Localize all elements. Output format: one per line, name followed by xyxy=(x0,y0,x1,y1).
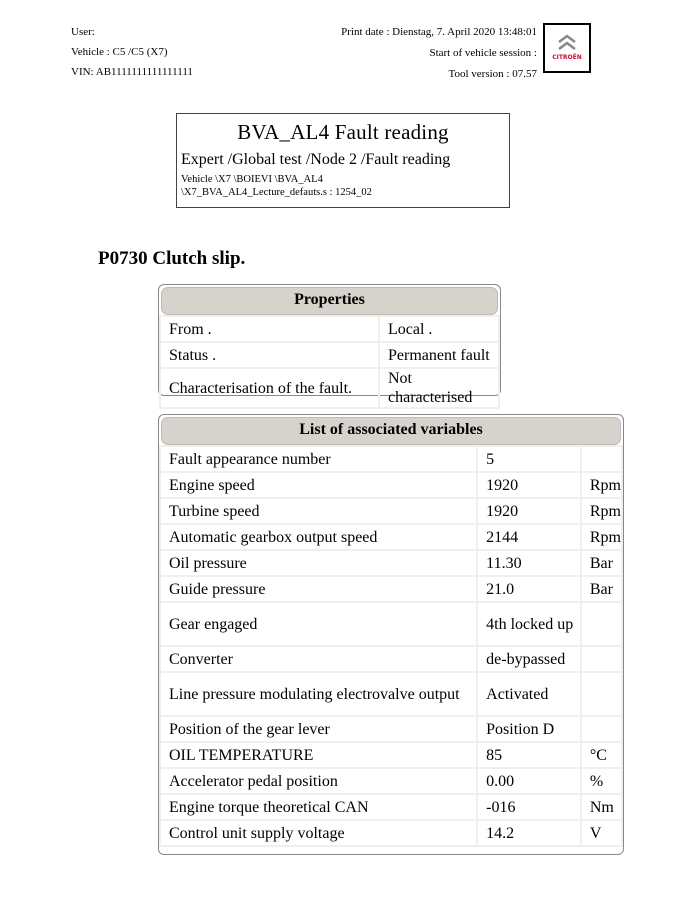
table-row xyxy=(160,446,622,472)
vin-line: VIN: AB1111111111111111 xyxy=(71,66,193,78)
variable-unit xyxy=(581,646,622,672)
variables-table xyxy=(159,445,623,847)
table-row xyxy=(160,820,622,846)
report-path xyxy=(181,173,509,199)
session-start: Start of vehicle session : xyxy=(429,47,537,59)
header-left xyxy=(71,22,193,82)
properties-table xyxy=(159,315,500,409)
table-row xyxy=(160,602,622,646)
citroen-logo-icon xyxy=(543,23,591,73)
table-row xyxy=(160,646,622,672)
variable-value: Position D xyxy=(477,716,581,742)
print-date: Print date : Dienstag, 7. April 2020 13:48:01 xyxy=(341,26,537,38)
variable-value: -016 xyxy=(477,794,581,820)
variable-name: Converter xyxy=(160,646,477,672)
variables-heading: List of associated variables xyxy=(161,417,621,445)
fault-code-title: P0730 Clutch slip. xyxy=(98,248,246,269)
variable-value: de-bypassed xyxy=(477,646,581,672)
variable-value: 14.2 xyxy=(477,820,581,846)
variable-name: Line pressure modulating electrovalve output xyxy=(160,672,477,716)
variable-name: Turbine speed xyxy=(160,498,477,524)
properties-heading: Properties xyxy=(161,287,498,315)
variable-name: Engine speed xyxy=(160,472,477,498)
variable-unit: Bar xyxy=(581,576,622,602)
variable-name: Automatic gearbox output speed xyxy=(160,524,477,550)
report-title: BVA_AL4 Fault reading xyxy=(237,120,449,144)
variable-unit xyxy=(581,716,622,742)
table-row xyxy=(160,768,622,794)
table-row xyxy=(160,316,499,342)
variable-name: Position of the gear lever xyxy=(160,716,477,742)
header-right xyxy=(341,22,537,85)
variables-panel xyxy=(158,414,624,855)
table-row xyxy=(160,368,499,408)
variable-name: Guide pressure xyxy=(160,576,477,602)
vehicle-line: Vehicle : C5 /C5 (X7) xyxy=(71,46,168,58)
table-row xyxy=(160,472,622,498)
variable-unit xyxy=(581,602,622,646)
variable-unit: Nm xyxy=(581,794,622,820)
variable-name: OIL TEMPERATURE xyxy=(160,742,477,768)
logo-text: CITROËN xyxy=(552,54,582,61)
variable-name: Oil pressure xyxy=(160,550,477,576)
variable-unit: °C xyxy=(581,742,622,768)
variable-value: 4th locked up xyxy=(477,602,581,646)
property-value: Local . xyxy=(379,316,499,342)
variable-unit: % xyxy=(581,768,622,794)
user-label: User: xyxy=(71,26,95,38)
table-row xyxy=(160,342,499,368)
property-label: Status . xyxy=(160,342,379,368)
variable-unit: Bar xyxy=(581,550,622,576)
table-row xyxy=(160,550,622,576)
variable-value: 1920 xyxy=(477,472,581,498)
property-value: Not characterised xyxy=(379,368,499,408)
variable-value: 0.00 xyxy=(477,768,581,794)
table-row xyxy=(160,672,622,716)
variable-unit: Rpm xyxy=(581,498,622,524)
table-row xyxy=(160,742,622,768)
variable-name: Gear engaged xyxy=(160,602,477,646)
variable-value: 21.0 xyxy=(477,576,581,602)
variable-value: 11.30 xyxy=(477,550,581,576)
property-value: Permanent fault xyxy=(379,342,499,368)
report-subtitle: Expert /Global test /Node 2 /Fault reading xyxy=(181,151,451,168)
report-path-line-1: Vehicle \X7 \BOIEVI \BVA_AL4 xyxy=(181,174,323,185)
table-row xyxy=(160,576,622,602)
variable-unit: V xyxy=(581,820,622,846)
variable-name: Accelerator pedal position xyxy=(160,768,477,794)
variable-unit xyxy=(581,672,622,716)
table-row xyxy=(160,498,622,524)
property-label: From . xyxy=(160,316,379,342)
variable-name: Fault appearance number xyxy=(160,446,477,472)
table-row xyxy=(160,794,622,820)
variable-unit: Rpm xyxy=(581,524,622,550)
variable-value: Activated xyxy=(477,672,581,716)
variable-value: 1920 xyxy=(477,498,581,524)
tool-version: Tool version : 07.57 xyxy=(448,68,537,80)
table-row xyxy=(160,524,622,550)
variable-unit xyxy=(581,446,622,472)
variable-value: 5 xyxy=(477,446,581,472)
variable-value: 85 xyxy=(477,742,581,768)
variable-unit: Rpm xyxy=(581,472,622,498)
table-row xyxy=(160,716,622,742)
report-title-box xyxy=(176,113,510,208)
variable-name: Control unit supply voltage xyxy=(160,820,477,846)
variable-name: Engine torque theoretical CAN xyxy=(160,794,477,820)
property-label: Characterisation of the fault. xyxy=(160,368,379,408)
properties-panel xyxy=(158,284,501,406)
variable-value: 2144 xyxy=(477,524,581,550)
report-path-line-2: \X7_BVA_AL4_Lecture_defauts.s : 1254_02 xyxy=(181,187,372,198)
